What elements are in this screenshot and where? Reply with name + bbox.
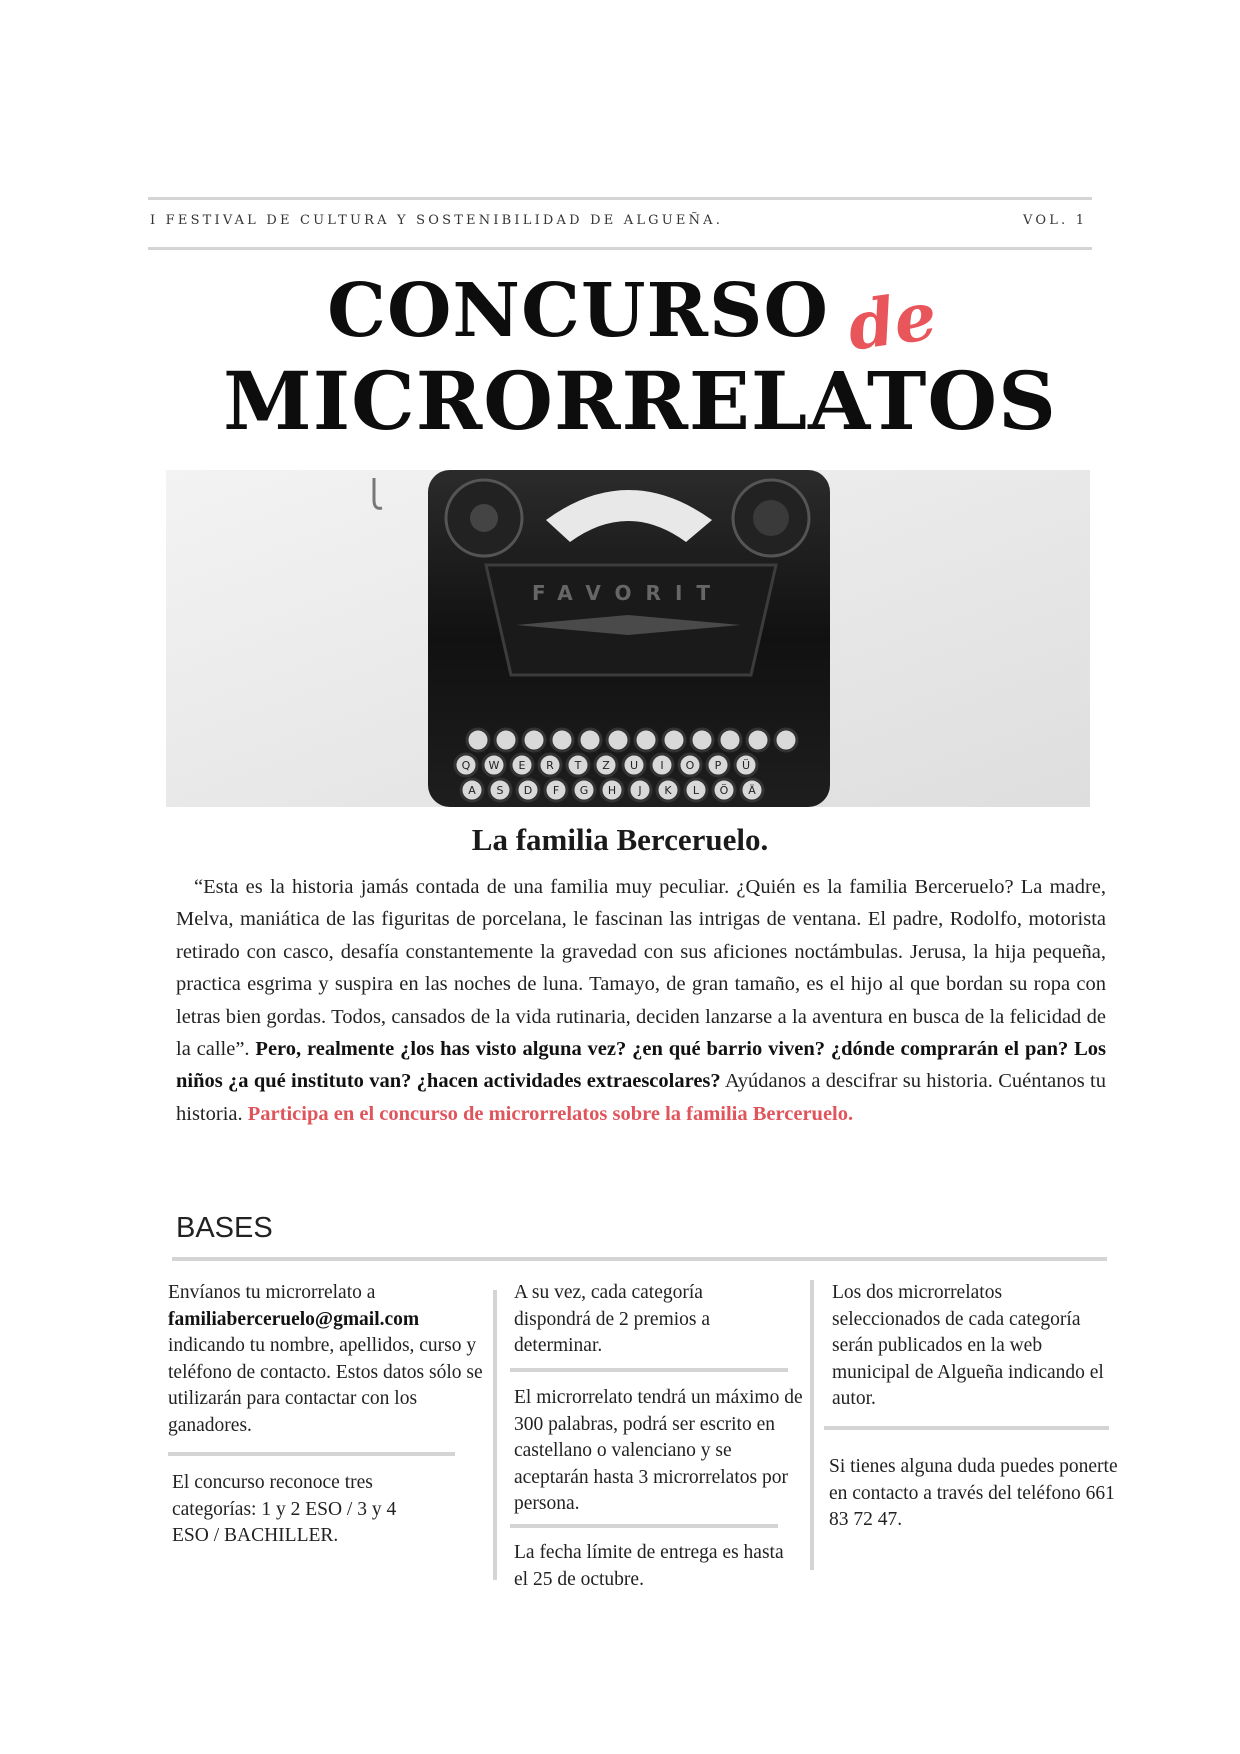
typewriter-key: [635, 729, 657, 751]
typewriter-brand: FAVORIT: [531, 581, 725, 605]
typewriter-key: [467, 729, 489, 751]
typewriter-key-label: Ü: [741, 759, 751, 772]
bases-col3-p1: Los dos microrrelatos seleccionados de cada categoría serán publicados en la web municipal de Algueña indicando el autor.: [832, 1282, 1104, 1409]
title-concurso: CONCURSO: [327, 268, 829, 354]
typewriter-key: [523, 729, 545, 751]
typewriter-key: [495, 729, 517, 751]
typewriter-key-label: O: [685, 759, 695, 772]
bases-col3-p2: Si tienes alguna duda puedes ponerte en contacto a través del teléfono 661 83 72 47.: [829, 1456, 1118, 1530]
typewriter-key-label: H: [607, 784, 617, 797]
typewriter-key-label: T: [574, 759, 582, 772]
typewriter-key: [747, 729, 769, 751]
typewriter-key-label: D: [523, 784, 533, 797]
typewriter-key-label: S: [496, 784, 504, 797]
story-title: La familia Berceruelo.: [471, 822, 769, 857]
typewriter-key-label: E: [518, 759, 526, 772]
typewriter-key-label: Q: [461, 759, 471, 772]
header-bottom-rule: [148, 247, 1092, 250]
festival-name: I FESTIVAL DE CULTURA Y SOSTENIBILIDAD DE ALGUEÑA.: [150, 213, 724, 228]
typewriter-key-label: U: [629, 759, 639, 772]
volume-label: VOL. 1: [1023, 213, 1088, 228]
typewriter-key-label: J: [638, 784, 642, 797]
bases-col1-p2: El concurso reconoce tres categorías: 1 y 2 ESO / 3 y 4 ESO / BACHILLER.: [172, 1472, 397, 1546]
story-questions: Pero, realmente ¿los has visto alguna vez? ¿en qué barrio viven? ¿dónde comprarán el pan? Los niños ¿a qué instituto van? ¿hacen actividades extraescolares?: [176, 1038, 1106, 1093]
typewriter-key: [551, 729, 573, 751]
contact-email: familiaberceruelo@gmail.com: [168, 1308, 420, 1330]
typewriter-key-label: R: [546, 759, 554, 772]
bases-col2-p3: La fecha límite de entrega es hasta el 25 de octubre.: [514, 1542, 784, 1590]
story-text: [176, 871, 1106, 1130]
col1-send-text: Envíanos tu microrrelato a: [168, 1282, 376, 1303]
col1-divider: [168, 1452, 455, 1456]
bases-rule: [172, 1257, 1107, 1261]
typewriter-key: [663, 729, 685, 751]
typewriter-key-label: P: [714, 759, 722, 772]
typewriter-key: [691, 729, 713, 751]
bases-heading: BASES: [176, 1212, 273, 1244]
typewriter-key: [579, 729, 601, 751]
typewriter-key: [775, 729, 797, 751]
typewriter-key-label: I: [660, 759, 664, 772]
title-microrrelatos: MICRORRELATOS: [223, 354, 1057, 448]
typewriter-key-label: G: [579, 784, 589, 797]
bases-col1-p1: [168, 1280, 488, 1439]
bases-col2-p1: A su vez, cada categoría dispondrá de 2 premios a determinar.: [514, 1282, 711, 1356]
col3-divider: [824, 1426, 1109, 1430]
story-cta: Participa en el concurso de microrrelatos sobre la familia Berceruelo.: [247, 1102, 854, 1125]
typewriter-key-label: K: [664, 784, 672, 797]
col-separator-2: [810, 1280, 814, 1570]
header-top-rule: [148, 197, 1092, 200]
col2-divider-2: [510, 1524, 778, 1528]
typewriter-key-label: Ö: [719, 784, 729, 797]
col-separator-1: [493, 1290, 497, 1580]
typewriter-key-label: W: [488, 759, 500, 772]
col1-data-text: indicando tu nombre, apellidos, curso y teléfono de contacto. Estos datos sólo se utilizarán para contactar con los ganadores.: [168, 1335, 483, 1436]
story-help: Ayúdanos a descifrar su historia. Cuéntanos tu historia.: [176, 1070, 1106, 1125]
bases-col2-p2: El microrrelato tendrá un máximo de 300 palabras, podrá ser escrito en castellano o valenciano y se aceptarán hasta 3 microrrelatos por persona.: [514, 1387, 803, 1514]
typewriter-key-label: Ä: [748, 784, 756, 797]
typewriter-key-label: F: [552, 784, 560, 797]
typewriter-key: [719, 729, 741, 751]
typewriter-key-label: Z: [602, 759, 610, 772]
story-intro: “Esta es la historia jamás contada de una familia muy peculiar. ¿Quién es la familia Berceruelo? La madre, Melva, maniática de las figuritas de porcelana, le fascinan las intrigas de ventana. El padre, Rodolfo, motorista retirado con casco, desafía constantemente la gravedad con sus aficiones noctámbulas. Jerusa, la hija pequeña, practica esgrima y suspira en las noches de luna. Tamayo, de gran tamaño, es el hijo al que bordan su ropa con letras bien gordas. Todos, cansados de la vida rutinaria, deciden lanzarse a la aventura en busca de la felicidad de la calle”.: [176, 876, 1106, 1061]
typewriter-key-label: A: [468, 784, 476, 797]
typewriter-key-label: L: [692, 784, 700, 797]
col2-divider-1: [510, 1368, 788, 1372]
typewriter-photo: [166, 470, 1090, 807]
typewriter-illustration: [166, 470, 1090, 807]
typewriter-key: [607, 729, 629, 751]
title-de-script: de: [843, 276, 942, 366]
